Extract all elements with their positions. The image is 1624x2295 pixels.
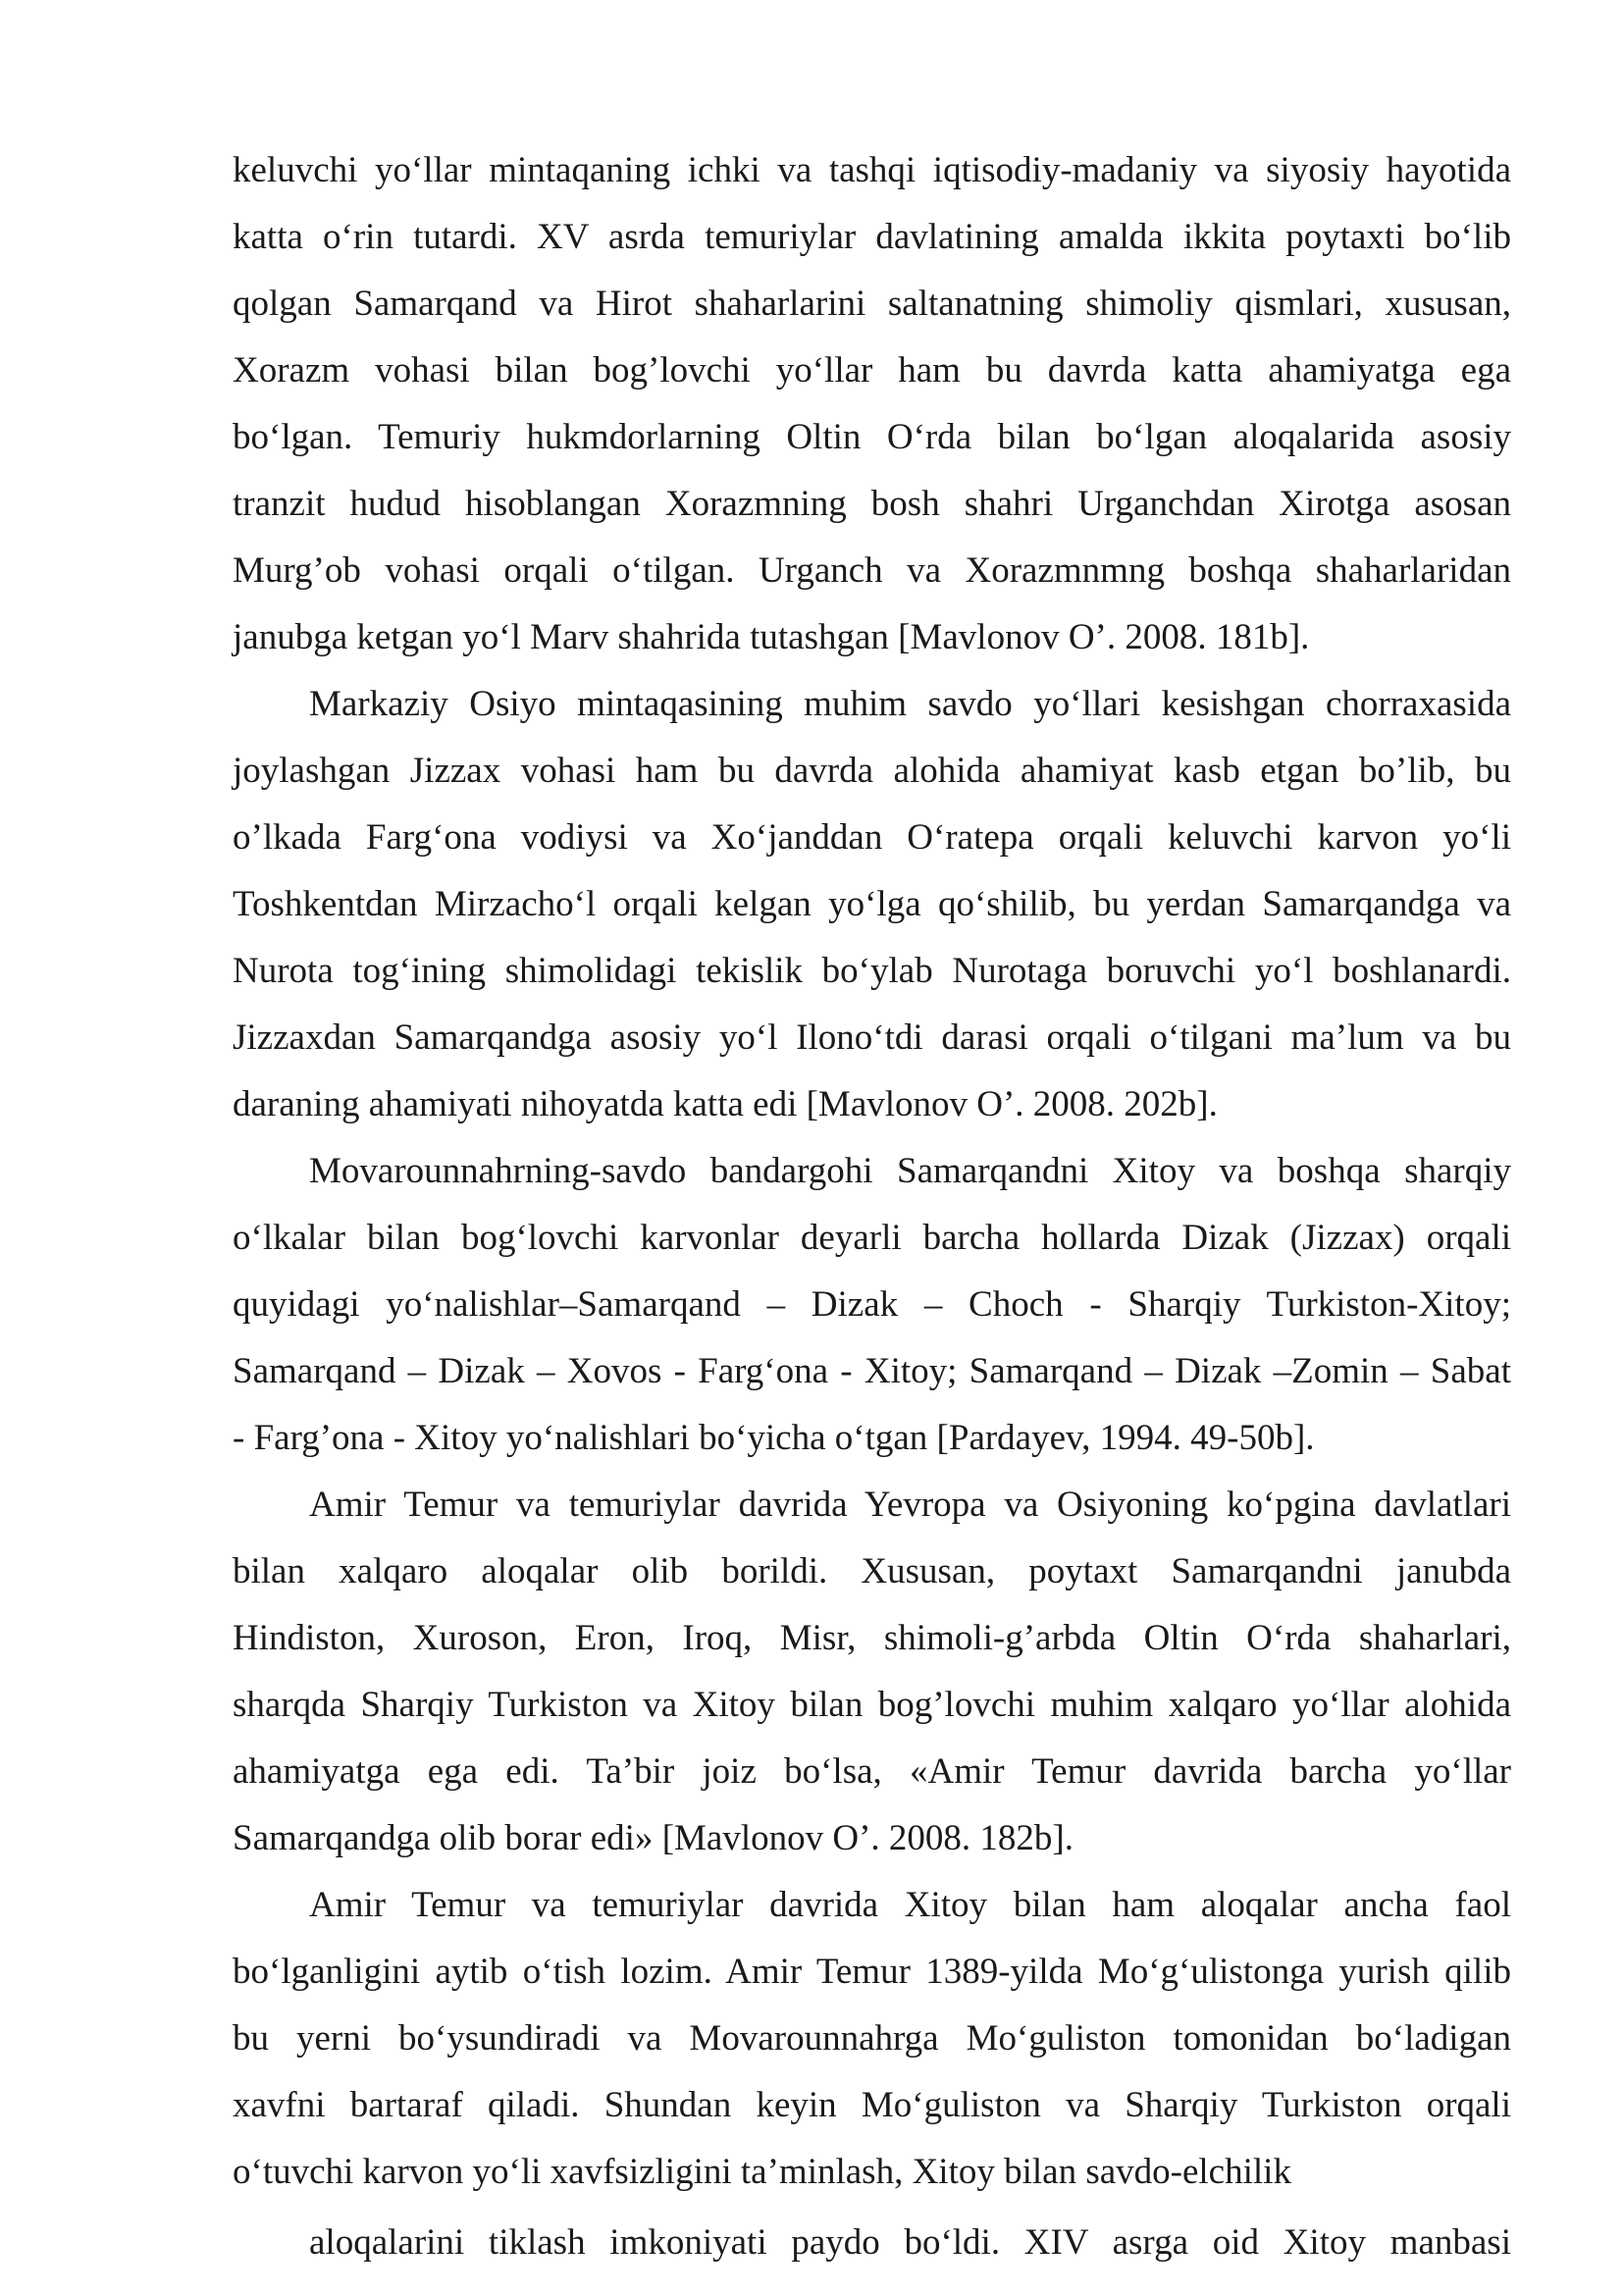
paragraph-5 — [233, 1872, 1511, 2206]
text-line: Nurota tog‘ining shimolidagi tekislik bo‘ylab Nurotaga boruvchi yo‘l boshlanardi. — [233, 951, 1511, 991]
paragraph-3 — [233, 1138, 1511, 1472]
body-text — [233, 137, 1511, 2276]
text-line: tranzit hudud hisoblangan Xorazmning bosh shahri Urganchdan Xirotga asosan — [233, 484, 1511, 524]
text-line: Toshkentdan Mirzacho‘l orqali kelgan yo‘lga qo‘shilib, bu yerdan Samarqandga va — [233, 884, 1511, 924]
text-line: qolgan Samarqand va Hirot shaharlarini saltanatning shimoliy qismlari, xususan, — [233, 284, 1511, 324]
text-line: o’lkada Farg‘ona vodiysi va Xo‘janddan O‘ratepa orqali keluvchi karvon yo‘li — [233, 817, 1511, 858]
text-line: Murg’ob vohasi orqali o‘tilgan. Urganch va Xorazmnmng boshqa shaharlaridan — [233, 550, 1511, 591]
text-line: quyidagi yo‘nalishlar–Samarqand – Dizak – Choch - Sharqiy Turkiston-Xitoy; — [233, 1284, 1511, 1325]
text-line: Markaziy Osiyo mintaqasining muhim savdo yo‘llari kesishgan chorraxasida — [309, 684, 1511, 724]
text-line: janubga ketgan yo‘l Marv shahrida tutashgan [Mavlonov O’. 2008. 181b]. — [233, 617, 1310, 657]
paragraph-4 — [233, 1472, 1511, 1872]
text-line: o‘lkalar bilan bog‘lovchi karvonlar deyarli barcha hollarda Dizak (Jizzax) orqali — [233, 1218, 1511, 1258]
text-line: - Farg’ona - Xitoy yo‘nalishlari bo‘yicha o‘tgan [Pardayev, 1994. 49-50b]. — [233, 1418, 1315, 1458]
paragraph-2 — [233, 671, 1511, 1138]
text-line: Samarqandga olib borar edi» [Mavlonov O’. 2008. 182b]. — [233, 1818, 1074, 1858]
text-line: bu yerni bo‘ysundiradi va Movarounnahrga Mo‘guliston tomonidan bo‘ladigan — [233, 2018, 1511, 2059]
text-line: Amir Temur va temuriylar davrida Yevropa va Osiyoning ko‘pgina davlatlari — [309, 1485, 1511, 1525]
text-line: joylashgan Jizzax vohasi ham bu davrda alohida ahamiyat kasb etgan bo’lib, bu — [233, 751, 1511, 791]
text-line: Hindiston, Xuroson, Eron, Iroq, Misr, shimoli-g’arbda Oltin O‘rda shaharlari, — [233, 1618, 1511, 1658]
text-line: xavfni bartaraf qiladi. Shundan keyin Mo‘guliston va Sharqiy Turkiston orqali — [233, 2085, 1511, 2125]
text-line: bo‘lganligini aytib o‘tish lozim. Amir Temur 1389-yilda Mo‘g‘ulistonga yurish qilib — [233, 1952, 1511, 1992]
text-line: daraning ahamiyati nihoyatda katta edi [Mavlonov O’. 2008. 202b]. — [233, 1084, 1218, 1124]
text-line: bo‘lgan. Temuriy hukmdorlarning Oltin O‘rda bilan bo‘lgan aloqalarida asosiy — [233, 417, 1511, 457]
text-line: Samarqand – Dizak – Xovos - Farg‘ona - Xitoy; Samarqand – Dizak –Zomin – Sabat — [233, 1351, 1511, 1391]
text-line: o‘tuvchi karvon yo‘li xavfsizligini ta’minlash, Xitoy bilan savdo-elchilik — [233, 2152, 1291, 2192]
paragraph-1 — [233, 137, 1511, 671]
text-line: Movarounnahrning-savdo bandargohi Samarqandni Xitoy va boshqa sharqiy — [309, 1151, 1511, 1191]
text-line: Amir Temur va temuriylar davrida Xitoy bilan ham aloqalar ancha faol — [309, 1885, 1511, 1925]
text-line: sharqda Sharqiy Turkiston va Xitoy bilan bog’lovchi muhim xalqaro yo‘llar alohida — [233, 1685, 1511, 1725]
text-line: Xorazm vohasi bilan bog’lovchi yo‘llar ham bu davrda katta ahamiyatga ega — [233, 350, 1511, 391]
text-line: ahamiyatga ega edi. Ta’bir joiz bo‘lsa, «Amir Temur davrida barcha yo‘llar — [233, 1751, 1511, 1792]
paragraph-continuation — [233, 2210, 1511, 2276]
text-line: aloqalarini tiklash imkoniyati paydo bo‘ldi. XIV asrga oid Xitoy manbasi — [309, 2222, 1511, 2263]
text-line: keluvchi yo‘llar mintaqaning ichki va tashqi iqtisodiy-madaniy va siyosiy hayotida — [233, 150, 1511, 190]
text-line: katta o‘rin tutardi. XV asrda temuriylar davlatining amalda ikkita poytaxti bo‘lib — [233, 217, 1511, 257]
text-line: bilan xalqaro aloqalar olib borildi. Xususan, poytaxt Samarqandni janubda — [233, 1551, 1511, 1591]
text-line: Jizzaxdan Samarqandga asosiy yo‘l Ilono‘tdi darasi orqali o‘tilgani ma’lum va bu — [233, 1017, 1511, 1058]
